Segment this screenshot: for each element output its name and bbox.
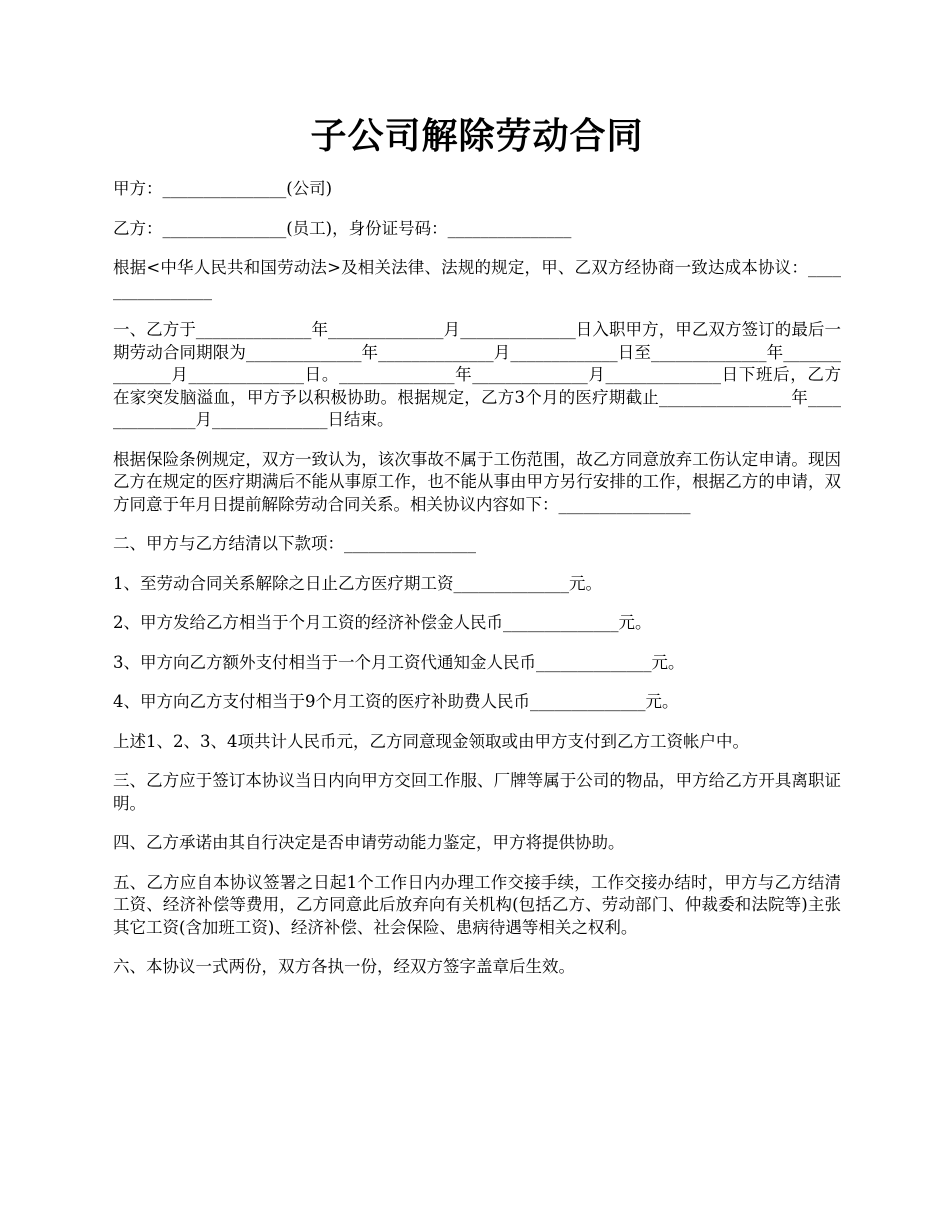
paragraph-party-b: 乙方：_______________(员工)，身份证号码：_______________ bbox=[113, 218, 572, 238]
paragraph-insurance: 根据保险条例规定，双方一致认为，该次事故不属于工伤范围，故乙方同意放弃工伤认定申请。现因乙方在规定的医疗期满后不能从事原工作，也不能从事由甲方另行安排的工作，根据乙方的申请，双方同意于年月日提前解除劳动合同关系。相关协议内容如下：________________ bbox=[113, 449, 841, 514]
paragraph-clause-4: 四、乙方承诺由其自行决定是否申请劳动能力鉴定，甲方将提供协助。 bbox=[113, 833, 625, 852]
paragraph-party-a: 甲方：_______________(公司) bbox=[113, 179, 333, 198]
document-body bbox=[113, 178, 841, 996]
paragraph-clause-2: 二、甲方与乙方结清以下款项：________________ bbox=[113, 534, 476, 553]
paragraph-clause-6: 六、本协议一式两份，双方各执一份，经双方签字盖章后生效。 bbox=[113, 957, 575, 976]
paragraph-item-4: 4、甲方向乙方支付相当于9个月工资的医疗补助费人民币______________元。 bbox=[113, 692, 679, 711]
paragraph-total: 上述1、2、3、4项共计人民币元，乙方同意现金领取或由甲方支付到乙方工资帐户中。 bbox=[113, 731, 749, 751]
paragraph-clause-3: 三、乙方应于签订本协议当日内向甲方交回工作服、厂牌等属于公司的物品，甲方给乙方开具离职证明。 bbox=[113, 771, 841, 813]
document-title: 子公司解除劳动合同 bbox=[310, 115, 644, 157]
paragraph-item-3: 3、甲方向乙方额外支付相当于一个月工资代通知金人民币______________元。 bbox=[113, 652, 685, 672]
paragraph-item-1: 1、至劳动合同关系解除之日止乙方医疗期工资______________元。 bbox=[113, 573, 602, 593]
paragraph-clause-1: 一、乙方于______________年______________月______________日入职甲方，甲乙双方签订的最后一期劳动合同期限为______________年______________月_____________日至______________年______________月______________日。______________年______________月______________日下班后，乙方在家突发脑溢血，甲方予以积极协助。根据规定，乙方3个月的医疗期截止________________年______________月______________日结束。 bbox=[113, 320, 841, 429]
paragraph-item-2: 2、甲方发给乙方相当于个月工资的经济补偿金人民币______________元。 bbox=[113, 613, 652, 632]
paragraph-preamble: 根据<中华人民共和国劳动法>及相关法律、法规的规定，甲、乙双方经协商一致达成本协议：________________ bbox=[113, 258, 841, 300]
paragraph-clause-5: 五、乙方应自本协议签署之日起1个工作日内办理工作交接手续，工作交接办结时，甲方与乙方结清工资、经济补偿等费用，乙方同意此后放弃向有关机构(包括乙方、劳动部门、仲裁委和法院等)主张其它工资(含加班工资)、经济补偿、社会保险、患病待遇等相关之权利。 bbox=[113, 872, 841, 937]
